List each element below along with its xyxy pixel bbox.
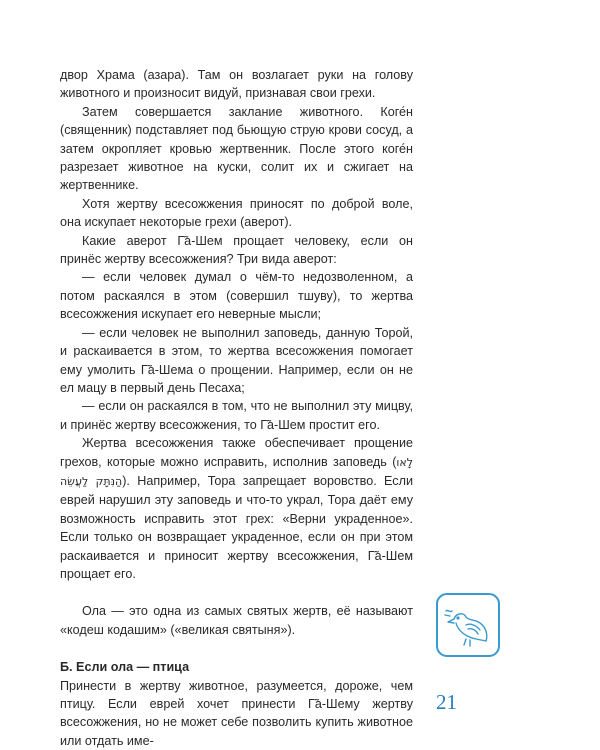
paragraph-5: — если человек думал о чём-то недозволенном, а потом раскаялся в этом (совершил тшуву), то жертва всесожжения искупает его неверные мысли; xyxy=(60,270,413,322)
hebrew-term: לָאו הַנִּתָּק לַעֲשֵׂה xyxy=(60,455,413,488)
page-number: 21 xyxy=(436,690,457,714)
dove-icon-frame xyxy=(436,593,500,657)
paragraph-6: — если человек не выполнил заповедь, данную Торой, и раскаивается в этом, то жертва всесожжения помогает ему умолить Г̃а-Шема о прощении. Например, если он не ел мацу в первый день Песаха; xyxy=(60,325,413,395)
paragraph-8 xyxy=(60,434,413,583)
paragraph-3: Хотя жертву всесожжения приносят по доброй воле, она искупает некоторые грехи (аверот). xyxy=(60,196,413,230)
section-gap xyxy=(60,583,413,602)
paragraph-1: двор Храма (азара). Там он возлагает руки на голову животного и произносит видуй, признавая свои грехи. xyxy=(60,68,413,101)
dove-icon xyxy=(442,599,494,651)
paragraph-8-start: Жертва всесожжения также обеспечивает прощение грехов, которые можно исправить, исполнив заповедь ( xyxy=(60,436,413,469)
ola-note: Ола — это одна из самых святых жертв, её называют «кодеш кодашим» («великая святыня»). xyxy=(60,604,413,637)
paragraph-7: — если он раскаялся в том, что не выполнил эту мицву, и принёс жертву всесожжения, то Г̃а-Шем простит его. xyxy=(60,399,413,432)
paragraph-4: Какие аверот Г̃а-Шем прощает человеку, если он принёс жертву всесожжения? Три вида аверот: xyxy=(60,233,413,267)
main-text xyxy=(60,66,413,750)
section-paragraph: Принести в жертву животное, разумеется, дороже, чем птицу. Если еврей хочет принести Г̃а-Шему жертву всесожжения, но не может себе позволить купить животное или отдать име- xyxy=(60,678,413,748)
paragraph-2: Затем совершается заклание животного. Коге́н (священник) подставляет под бьющую струю крови сосуд, а затем окропляет кровью жертвенник. После этого коге́н разрезает животное на куски, солит их и сжигает на жертвеннике. xyxy=(60,104,413,193)
section-gap-2 xyxy=(60,639,413,658)
section-heading: Б. Если ола — птица xyxy=(60,660,190,675)
paragraph-8-end: ). Например, Тора запрещает воровство. Если еврей нарушил эту заповедь и что-то украл, Тора даёт ему возможность исправить этот грех: «Верни украденное». Если только он возвращает украденное, если он при этом раскаивается и приносит жертву всесожжения, Г̃а-Шем прощает его. xyxy=(60,473,413,581)
